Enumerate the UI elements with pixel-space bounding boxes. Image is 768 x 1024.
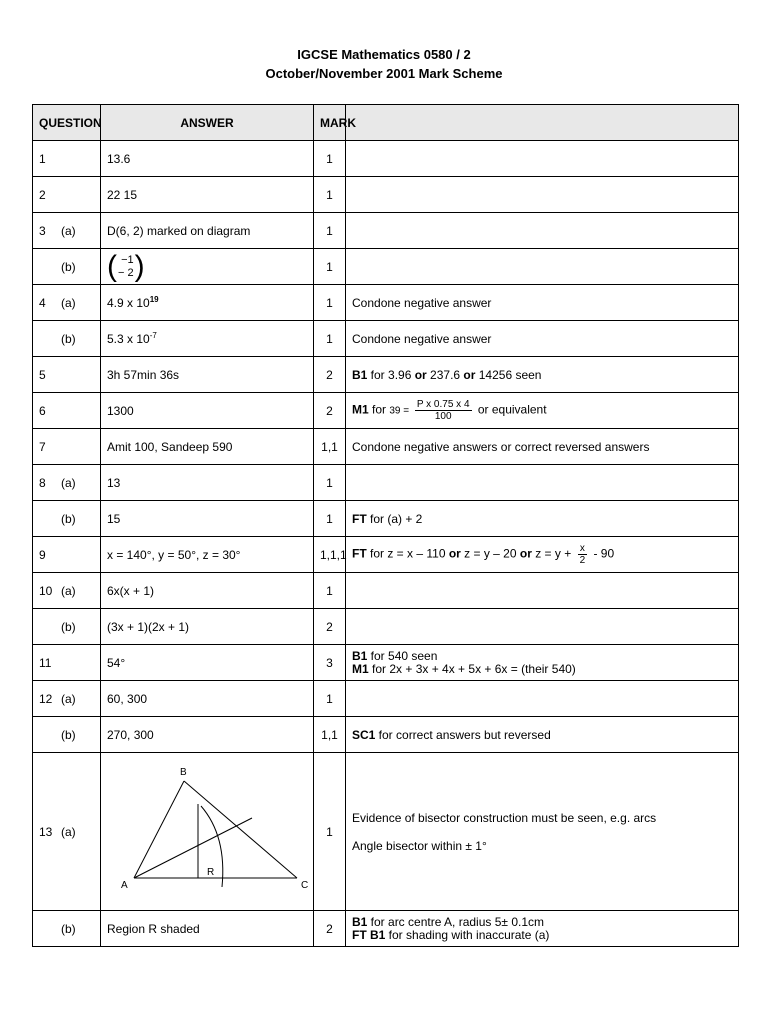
question-number: 9 xyxy=(33,537,101,573)
mark-cell: 1 xyxy=(314,465,346,501)
table-row xyxy=(33,357,739,393)
question-cell xyxy=(33,911,101,947)
question-part: (a) xyxy=(61,223,76,238)
mark-cell: 1 xyxy=(314,249,346,285)
remark-code: SC1 xyxy=(352,727,376,742)
answer-cell: D(6, 2) marked on diagram xyxy=(101,213,314,249)
mark-cell: 1,1,1 xyxy=(314,537,346,573)
table-row xyxy=(33,141,739,177)
remark-or: or xyxy=(519,546,532,561)
answer-base: 4.9 x 10 xyxy=(107,296,150,310)
remark-text: for arc centre A, radius 5± 0.1cm xyxy=(367,914,545,929)
remark-text: z = y + xyxy=(531,546,575,561)
question-part: (b) xyxy=(61,331,76,346)
question-number: 1 xyxy=(33,141,101,177)
remark-cell xyxy=(346,213,739,249)
table-row xyxy=(33,501,739,537)
vector-bottom: − 2 xyxy=(118,266,134,279)
answer-base: 5.3 x 10 xyxy=(107,332,150,346)
remark-cell xyxy=(346,393,739,429)
remark-cell: Condone negative answer xyxy=(346,321,739,357)
mark-cell: 2 xyxy=(314,357,346,393)
vector-top: −1 xyxy=(121,253,134,266)
question-cell xyxy=(33,681,101,717)
answer-cell: 60, 300 xyxy=(101,681,314,717)
table-row xyxy=(33,681,739,717)
vertex-label-b: B xyxy=(180,766,187,778)
question-part: (b) xyxy=(61,727,76,742)
answer-cell: Region R shaded xyxy=(101,911,314,947)
remark-cell xyxy=(346,465,739,501)
answer-exponent: 19 xyxy=(149,295,159,304)
answer-cell xyxy=(101,753,314,911)
triangle-side-ab xyxy=(134,781,184,878)
remark-cell xyxy=(346,681,739,717)
table-row xyxy=(33,321,739,357)
remark-code: FT xyxy=(352,546,367,561)
answer-cell: 13 xyxy=(101,465,314,501)
mark-cell: 3 xyxy=(314,645,346,681)
answer-cell: 3h 57min 36s xyxy=(101,357,314,393)
remark-cell xyxy=(346,573,739,609)
answer-cell: 270, 300 xyxy=(101,717,314,753)
remark-line xyxy=(352,663,732,676)
mark-cell: 1 xyxy=(314,141,346,177)
header-question: QUESTION xyxy=(33,105,101,141)
mark-cell: 1 xyxy=(314,177,346,213)
question-part: (a) xyxy=(61,583,76,598)
table-row xyxy=(33,429,739,465)
table-row xyxy=(33,537,739,573)
question-number: 10 xyxy=(39,583,53,598)
mark-scheme-table xyxy=(32,104,739,947)
question-part: (b) xyxy=(61,921,76,936)
table-row xyxy=(33,249,739,285)
document-subtitle: October/November 2001 Mark Scheme xyxy=(265,66,503,81)
remark-code: B1 xyxy=(352,914,368,929)
remark-cell xyxy=(346,717,739,753)
table-row xyxy=(33,213,739,249)
answer-cell: 1300 xyxy=(101,393,314,429)
vertex-label-c: C xyxy=(301,879,309,891)
answer-cell xyxy=(101,321,314,357)
remark-cell xyxy=(346,177,739,213)
remark-text: z = y – 20 xyxy=(460,546,520,561)
table-row xyxy=(33,465,739,501)
question-part: (a) xyxy=(61,824,76,839)
fraction-denominator: 2 xyxy=(579,555,586,566)
question-number: 4 xyxy=(39,295,46,310)
table-row xyxy=(33,911,739,947)
mark-cell: 1 xyxy=(314,501,346,537)
question-number: 11 xyxy=(33,645,101,681)
vertex-label-a: A xyxy=(121,879,128,891)
remark-or: or xyxy=(448,546,461,561)
question-part: (a) xyxy=(61,295,76,310)
remark-code: B1 xyxy=(352,648,368,663)
remark-text: for shading with inaccurate (a) xyxy=(385,927,550,942)
remark-cell: Condone negative answer xyxy=(346,285,739,321)
question-cell xyxy=(33,501,101,537)
document-title: IGCSE Mathematics 0580 / 2 xyxy=(297,47,471,62)
table-row xyxy=(33,177,739,213)
mark-cell: 1 xyxy=(314,573,346,609)
mark-cell: 2 xyxy=(314,911,346,947)
remark-line: Evidence of bisector construction must be seen, e.g. arcs xyxy=(352,810,657,825)
question-number: 8 xyxy=(39,475,46,490)
table-row xyxy=(33,753,739,911)
answer-cell: 22 15 xyxy=(101,177,314,213)
question-number: 12 xyxy=(39,691,53,706)
column-vector: ( −1 − 2 ) xyxy=(107,249,145,283)
question-cell xyxy=(33,609,101,645)
question-cell xyxy=(33,573,101,609)
mark-cell: 2 xyxy=(314,393,346,429)
answer-cell xyxy=(101,249,314,285)
question-cell xyxy=(33,285,101,321)
header-answer: ANSWER xyxy=(101,105,314,141)
answer-cell: Amit 100, Sandeep 590 xyxy=(101,429,314,465)
question-cell xyxy=(33,321,101,357)
question-part: (b) xyxy=(61,619,76,634)
mark-cell: 1 xyxy=(314,285,346,321)
remark-cell xyxy=(346,645,739,681)
question-number: 3 xyxy=(39,223,46,238)
table-row xyxy=(33,717,739,753)
mark-cell: 1 xyxy=(314,213,346,249)
mark-cell: 1,1 xyxy=(314,429,346,465)
remark-text: for correct answers but reversed xyxy=(375,727,551,742)
remark-or: or xyxy=(414,367,427,382)
remark-text: for 2x + 3x + 4x + 5x + 6x = (their 540) xyxy=(368,661,576,676)
remark-cell xyxy=(346,141,739,177)
question-number: 2 xyxy=(33,177,101,213)
mark-cell: 2 xyxy=(314,609,346,645)
table-row xyxy=(33,393,739,429)
answer-cell: 6x(x + 1) xyxy=(101,573,314,609)
remark-cell xyxy=(346,249,739,285)
mark-cell: 1 xyxy=(314,321,346,357)
mark-cell: 1,1 xyxy=(314,717,346,753)
question-cell xyxy=(33,213,101,249)
header-remarks xyxy=(346,105,739,141)
question-cell xyxy=(33,753,101,911)
remark-cell xyxy=(346,609,739,645)
remark-text: for z = x – 110 xyxy=(366,546,449,561)
remark-text: for 540 seen xyxy=(367,648,438,663)
question-part: (a) xyxy=(61,475,76,490)
table-row xyxy=(33,285,739,321)
question-cell xyxy=(33,465,101,501)
answer-cell: 54° xyxy=(101,645,314,681)
remark-code: M1 xyxy=(352,402,369,417)
remark-text: or equivalent xyxy=(474,402,547,417)
remark-text: for (a) + 2 xyxy=(366,511,423,526)
table-header-row xyxy=(33,105,739,141)
triangle-construction-diagram xyxy=(101,754,313,910)
remark-or: or xyxy=(463,367,476,382)
remark-text: - 90 xyxy=(590,546,615,561)
remark-code: B1 xyxy=(352,367,368,382)
remark-cell xyxy=(346,911,739,947)
question-cell xyxy=(33,717,101,753)
question-part: (a) xyxy=(61,691,76,706)
answer-cell: x = 140°, y = 50°, z = 30° xyxy=(101,537,314,573)
table-row xyxy=(33,609,739,645)
remark-text: for xyxy=(368,402,390,417)
question-part: (b) xyxy=(61,511,76,526)
table-row xyxy=(33,573,739,609)
fraction xyxy=(578,543,588,566)
remark-code: M1 xyxy=(352,661,369,676)
answer-cell: (3x + 1)(2x + 1) xyxy=(101,609,314,645)
remark-code: FT xyxy=(352,511,367,526)
remark-cell xyxy=(346,537,739,573)
remark-line xyxy=(352,929,732,942)
equation-lhs: 39 = xyxy=(389,405,412,417)
remark-text: for 3.96 xyxy=(367,367,415,382)
mark-cell: 1 xyxy=(314,753,346,911)
header-mark: MARK xyxy=(314,105,346,141)
answer-exponent: -7 xyxy=(149,331,157,340)
mark-cell: 1 xyxy=(314,681,346,717)
remark-text: 14256 seen xyxy=(475,367,542,382)
question-cell xyxy=(33,249,101,285)
triangle-side-bc xyxy=(184,781,297,878)
question-number: 6 xyxy=(33,393,101,429)
remark-text: 237.6 xyxy=(426,367,464,382)
table-row xyxy=(33,645,739,681)
answer-cell: 15 xyxy=(101,501,314,537)
remark-line: Angle bisector within ± 1° xyxy=(352,838,487,853)
remark-cell xyxy=(346,753,739,911)
angle-bisector-line xyxy=(134,818,252,878)
region-label-r: R xyxy=(207,866,215,878)
question-number: 5 xyxy=(33,357,101,393)
question-part: (b) xyxy=(61,259,76,274)
fraction-numerator: P x 0.75 x 4 xyxy=(416,399,470,410)
remark-cell xyxy=(346,357,739,393)
question-number: 13 xyxy=(39,824,53,839)
fraction-denominator: 100 xyxy=(434,411,452,422)
remark-code: FT B1 xyxy=(352,927,386,942)
fraction-numerator: x xyxy=(578,543,588,555)
remark-cell xyxy=(346,501,739,537)
answer-cell: 13.6 xyxy=(101,141,314,177)
fraction xyxy=(415,399,472,422)
answer-cell xyxy=(101,285,314,321)
question-number: 7 xyxy=(33,429,101,465)
remark-cell: Condone negative answers or correct reversed answers xyxy=(346,429,739,465)
